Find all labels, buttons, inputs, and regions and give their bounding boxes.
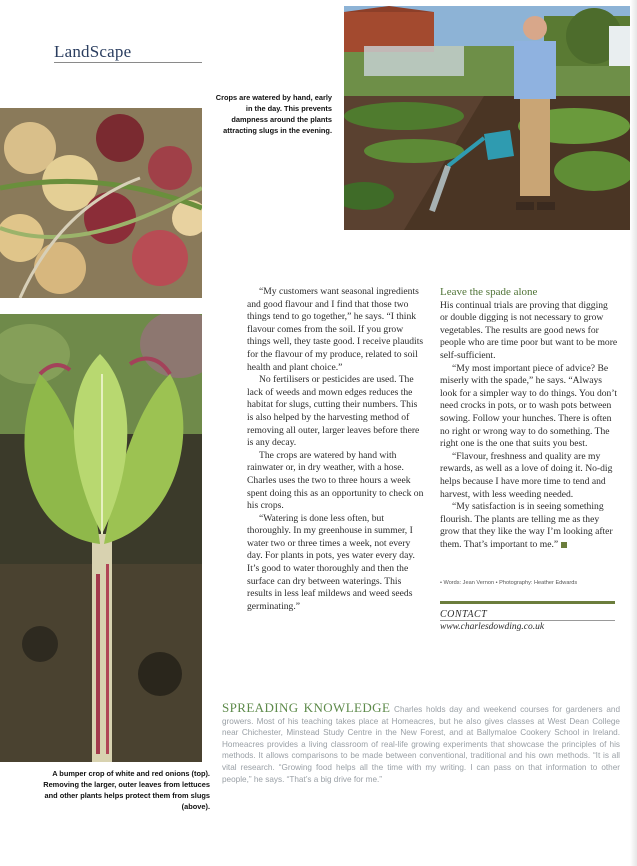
paragraph: “Flavour, freshness and quality are my rewards, as well as a love of doing it. No-dig helps because I have more time to tend and harvest, with less weeding needed. [440, 450, 613, 500]
gardener-watering-photo [344, 6, 630, 230]
photo-caption-onions-lettuce: A bumper crop of white and red onions (top). Removing the larger, outer leaves from lettuces and other plants helps protect them from slugs (above). [43, 769, 210, 811]
spreading-knowledge-body: Charles holds day and weekend courses for gardeners and growers. Most of his teaching takes place at Homeacres, but he also gives classes at West Dean College near Chichester, Minstead Study Centre in the New Forest, and at Ballymaloe Cookery School in Ireland. Homeacres provides a living classroom of real-life growing experiments that showcase the principles of his methods. It allows comparisons to be made between conventional, traditional and his own methods. “It is all vital research. “Growing food helps all the time with my writing. I can pass on that information to other people,” he says. “That’s a big drive for me.” [222, 705, 621, 784]
paragraph: “Watering is done less often, but thoroughly. In my greenhouse in summer, I water two or three times a week, not every day. For plants in pots, yes water every day. It’s good to water thoroughly and then the surface can dry between waterings. This results in less leaf mildews and weed seeds germinating.” [247, 512, 415, 612]
article-column-2 [440, 286, 618, 551]
page-edge-shadow [630, 0, 637, 866]
contact-url-link[interactable]: www.charlesdowding.co.uk [440, 622, 545, 632]
magazine-section-title: LandScape [54, 42, 132, 61]
spreading-knowledge-heading: SPREADING KNOWLEDGE [222, 700, 391, 715]
article-credit: • Words: Jean Vernon • Photography: Heather Edwards [440, 580, 578, 586]
section-subheading: Leave the spade alone [440, 286, 538, 298]
contact-label: CONTACT [440, 609, 488, 620]
title-rule [54, 62, 202, 63]
contact-rule [440, 620, 615, 621]
spreading-knowledge-box [222, 702, 620, 785]
paragraph [440, 501, 618, 551]
photo-caption-watering: Crops are watered by hand, early in the day. This prevents dampness around the plants attracting slugs in the evening. [215, 93, 332, 135]
end-mark-icon [561, 542, 567, 548]
onion-harvest-photo [0, 108, 202, 298]
contact-divider [440, 601, 615, 604]
paragraph: The crops are watered by hand with rainwater or, in dry weather, with a hose. Charles uses the two to three hours a week spent doing this as an opportunity to check on his crops. [247, 449, 424, 512]
lettuce-plant-photo [0, 314, 202, 762]
paragraph: “My most important piece of advice? Be miserly with the spade,” he says. “Always look for a simpler way to do things. You don’t need crocks in pots, or to wash pots between sowing. Follow your hunches. There is often no right or wrong way to do something. The right one is the one that suits you best. [440, 362, 618, 450]
paragraph: “My customers want seasonal ingredients and good flavour and I find that those two things tend to go together,” he says. “I think flavour comes from the soil. If you grow things well, they taste good. I receive plaudits for the flavour of my produce, related to soil health and plant choice.” [247, 286, 424, 373]
paragraph-text: “My satisfaction is in seeing something flourish. The plants are telling me as they grow that they like the way I’m looking after them. That’s important to me.” [440, 501, 613, 550]
article-column-1 [247, 286, 425, 613]
paragraph: His continual trials are proving that digging or double digging is not necessary to grow vegetables. The results are good news for people who are time poor but want to be more self-sufficient. [440, 299, 618, 361]
paragraph: No fertilisers or pesticides are used. The lack of weeds and mown edges reduces the habitat for slugs, cutting their numbers. This is also helped by the harvesting method of removing all outer, larger leaves before there is any decay. [247, 374, 420, 449]
